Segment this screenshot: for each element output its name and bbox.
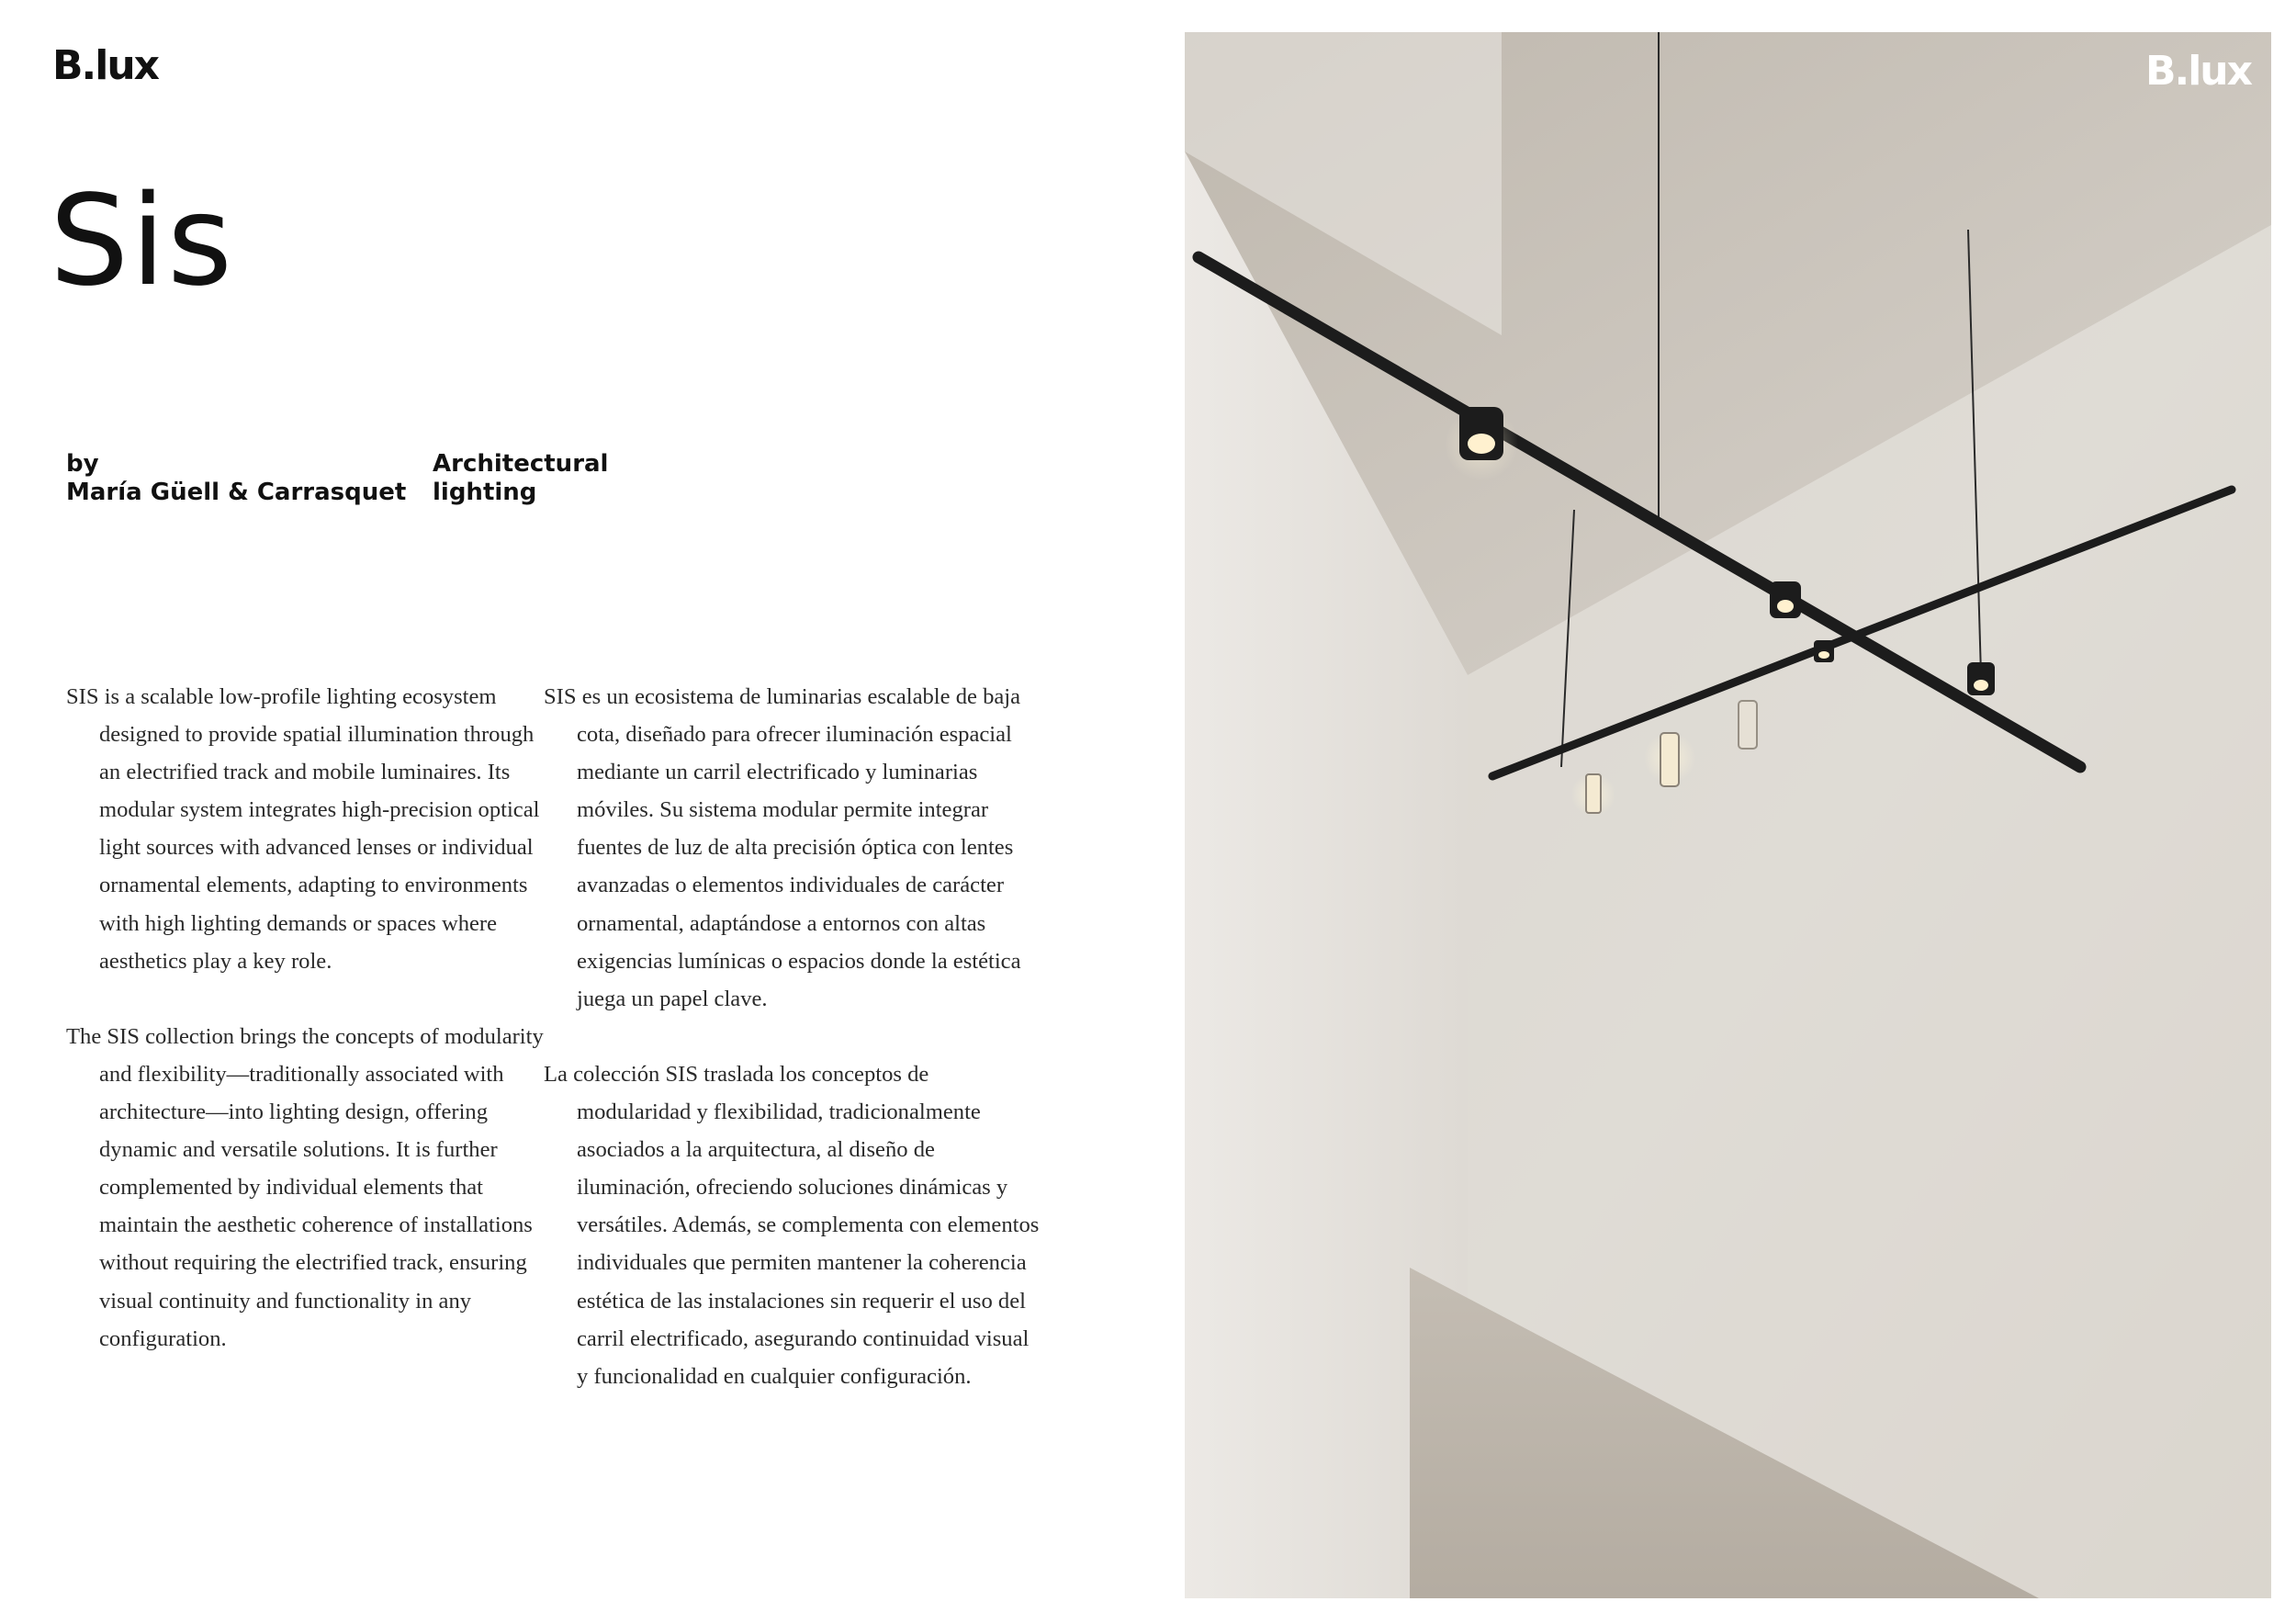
brand-logo-overlay: B.lux (2144, 48, 2251, 95)
product-category (433, 450, 608, 507)
designer-credit (66, 450, 406, 507)
english-paragraph-2: The SIS collection brings the concepts of modularity and flexibility—traditionally associated with architecture—into lighting design, offering dynamic and versatile solutions. It is further complemented by individual elements that maintain the aesthetic coherence of installations without requiring the electrified track, ensuring visual continuity and functionality in any configuration. (66, 1023, 544, 1351)
spotlight-lens (1777, 600, 1794, 613)
category-line-1: Architectural (433, 450, 609, 478)
room-illustration (1185, 32, 2271, 1598)
english-description (66, 678, 557, 1358)
pendant-light (1660, 733, 1679, 786)
spotlight-lens (1818, 651, 1829, 659)
spanish-paragraph-2: La colección SIS traslada los conceptos de modularidad y flexibilidad, tradicionalmente asociados a la arquitectura, al diseño de iluminación, ofreciendo soluciones dinámicas y versátiles. Además, se complementa con elementos individuales que permiten mantener la coherencia estética de las instalaciones sin requerir el uso del carril electrificado, asegurando continuidad visual y funcionalidad en cualquier configuración. (544, 1061, 1040, 1389)
pendant-light (1586, 774, 1601, 813)
category-line-2: lighting (433, 479, 537, 506)
spotlight-lens (1974, 680, 1988, 691)
spanish-paragraph-1: SIS es un ecosistema de luminarias escalable de baja cota, diseñado para ofrecer iluminación espacial mediante un carril electrificado y luminarias móviles. Su sistema modular permite integrar fuentes de luz de alta precisión óptica con lentes avanzadas o elementos individuales de carácter ornamental, adaptándose a entornos con altas exigencias lumínicas o espacios donde la estética juega un papel clave. (544, 684, 1021, 1011)
designer-prefix: by (66, 450, 99, 478)
designer-name: María Güell & Carrasquet (66, 479, 407, 506)
english-paragraph-1: SIS is a scalable low-profile lighting ecosystem designed to provide spatial illumination through an electrified track and mobile luminaires. Its modular system integrates high-precision optical light sources with advanced lenses or individual ornamental elements, adapting to environments with high lighting demands or spaces where aesthetics play a key role. (66, 684, 540, 974)
spanish-description (544, 678, 1040, 1395)
brand-logo: B.lux (52, 42, 159, 89)
pendant-light (1739, 701, 1757, 749)
product-title: Sis (50, 169, 234, 314)
product-photo (1185, 32, 2271, 1598)
spotlight-lens (1468, 434, 1495, 454)
